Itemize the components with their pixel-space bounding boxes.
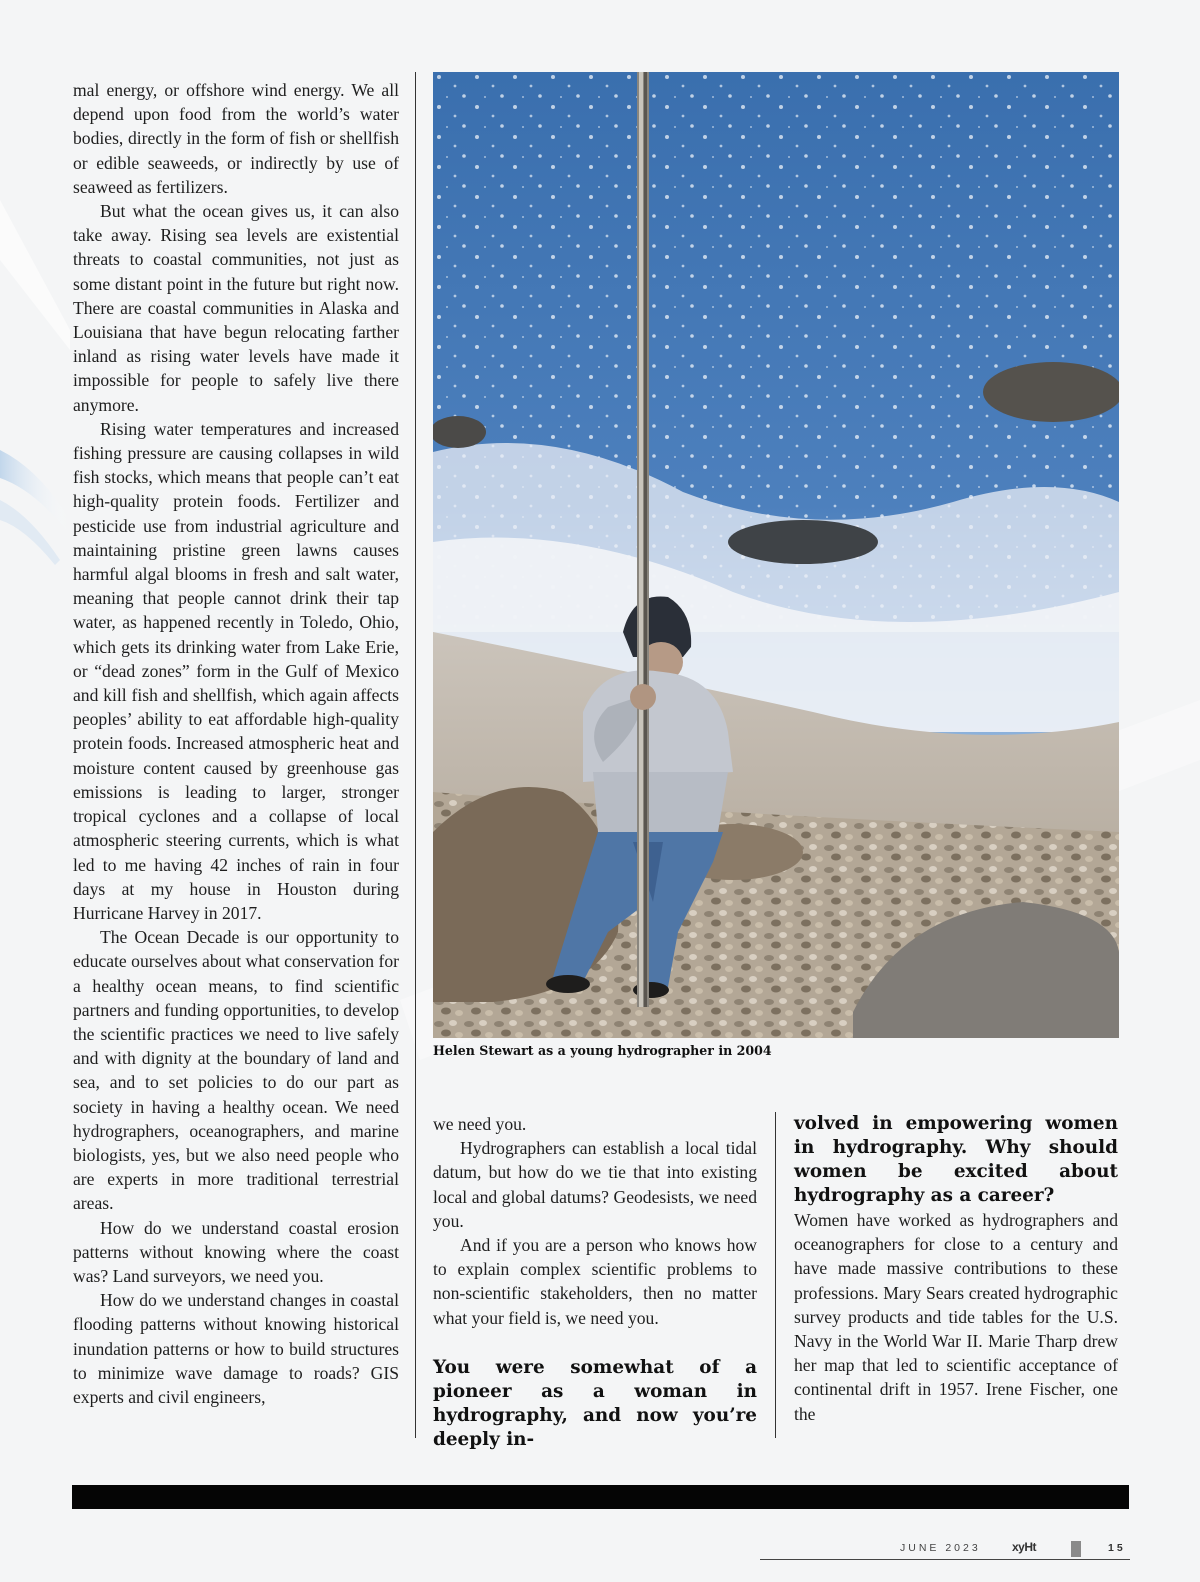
paragraph: And if you are a person who knows how to explain complex scientific problems to non-scientific stakeholders, then no matter what your field is, we need you.: [433, 1235, 757, 1328]
article-column-2: [433, 1112, 757, 1452]
paragraph: But what the ocean gives us, it can also take away. Rising sea levels are existential threats to coastal communities, not just as some distant point in the future but right now. There are coastal communities in Alaska and Louisiana that have begun relocating farther inland as rising water levels have made it impossible for people to safely live there anymore.: [73, 201, 399, 415]
magazine-name: xyHt: [1012, 1540, 1037, 1554]
column-divider: [415, 72, 416, 1438]
page-number: 15: [1108, 1542, 1126, 1554]
footer-bar: [72, 1485, 1129, 1509]
paragraph: Hydrographers can establish a local tidal datum, but how do we tie that into existing local and global datums? Geodesists, we need you.: [433, 1138, 757, 1231]
paragraph: How do we understand coastal erosion patterns without knowing where the coast was? Land surveyors, we need you.: [73, 1217, 399, 1286]
photo-caption: Helen Stewart as a young hydrographer in 2004: [433, 1043, 772, 1058]
issue-date: JUNE 2023: [900, 1542, 981, 1554]
paragraph: we need you.: [433, 1114, 527, 1134]
footer-marker: [1071, 1541, 1081, 1557]
footer-rule: [760, 1559, 1130, 1560]
paragraph: How do we understand changes in coastal flooding patterns without knowing historical inundation patterns or how to build structures to minimize wave damage to roads? GIS experts and civil engineers,: [73, 1290, 399, 1407]
interview-question: You were somewhat of a pioneer as a woman in hydrography, and now you’re deeply in-: [433, 1356, 757, 1450]
paragraph: Rising water temperatures and increased fishing pressure are causing collapses in wild fish stocks, which means that people can’t eat high-quality protein foods. Fertilizer and pesticide use from industrial agriculture and maintaining pristine green lawns causes harmful algal blooms in fresh and salt water, meaning that people cannot drink their tap water, as happened recently in Toledo, Ohio, which gets its drinking water from Lake Erie, or “dead zones” form in the Gulf of Mexico and kill fish and shellfish, which again affects peoples’ ability to eat affordable high-quality protein foods. Increased atmospheric heat and moisture content caused by greenhouse gas emissions is leading to larger, stronger tropical cyclones and a collapse of local atmospheric steering currents, which is what led to me having 42 inches of rain in four days at my house in Houston during Hurricane Harvey in 2017.: [73, 418, 399, 923]
hydrographer-photo: [433, 72, 1119, 1038]
column-divider: [775, 1112, 776, 1438]
article-column-1: [73, 78, 399, 1409]
paragraph: The Ocean Decade is our opportunity to educate ourselves about what conservation for a healthy ocean means, to find scientific partners and funding opportunities, to develop the scientific practices we need to live safely and with dignity at the boundary of land and sea, and to set policies to do our part as society in having a healthy ocean. We need hydrographers, oceanographers, and marine biologists, yes, but we also need people who are experts in more traditional terrestrial areas.: [73, 927, 399, 1214]
paragraph: Women have worked as hydrographers and oceanographers for close to a century and have made massive contributions to these professions. Mary Sears created hydrographic survey products and tide tables for the U.S. Navy in the World War II. Marie Tharp drew her map that led to scientific acceptance of continental drift in 1957. Irene Fischer, one the: [794, 1210, 1118, 1424]
article-column-3: [794, 1112, 1118, 1426]
paragraph: mal energy, or offshore wind energy. We all depend upon food from the world’s water bodies, directly in the form of fish or shellfish or edible seaweeds, or indirectly by use of seaweed as fertilizers.: [73, 80, 399, 197]
interview-question: volved in empowering women in hydrography. Why should women be excited about hydrography as a career?: [794, 1113, 1118, 1206]
photo-illustration: [433, 72, 1119, 1038]
